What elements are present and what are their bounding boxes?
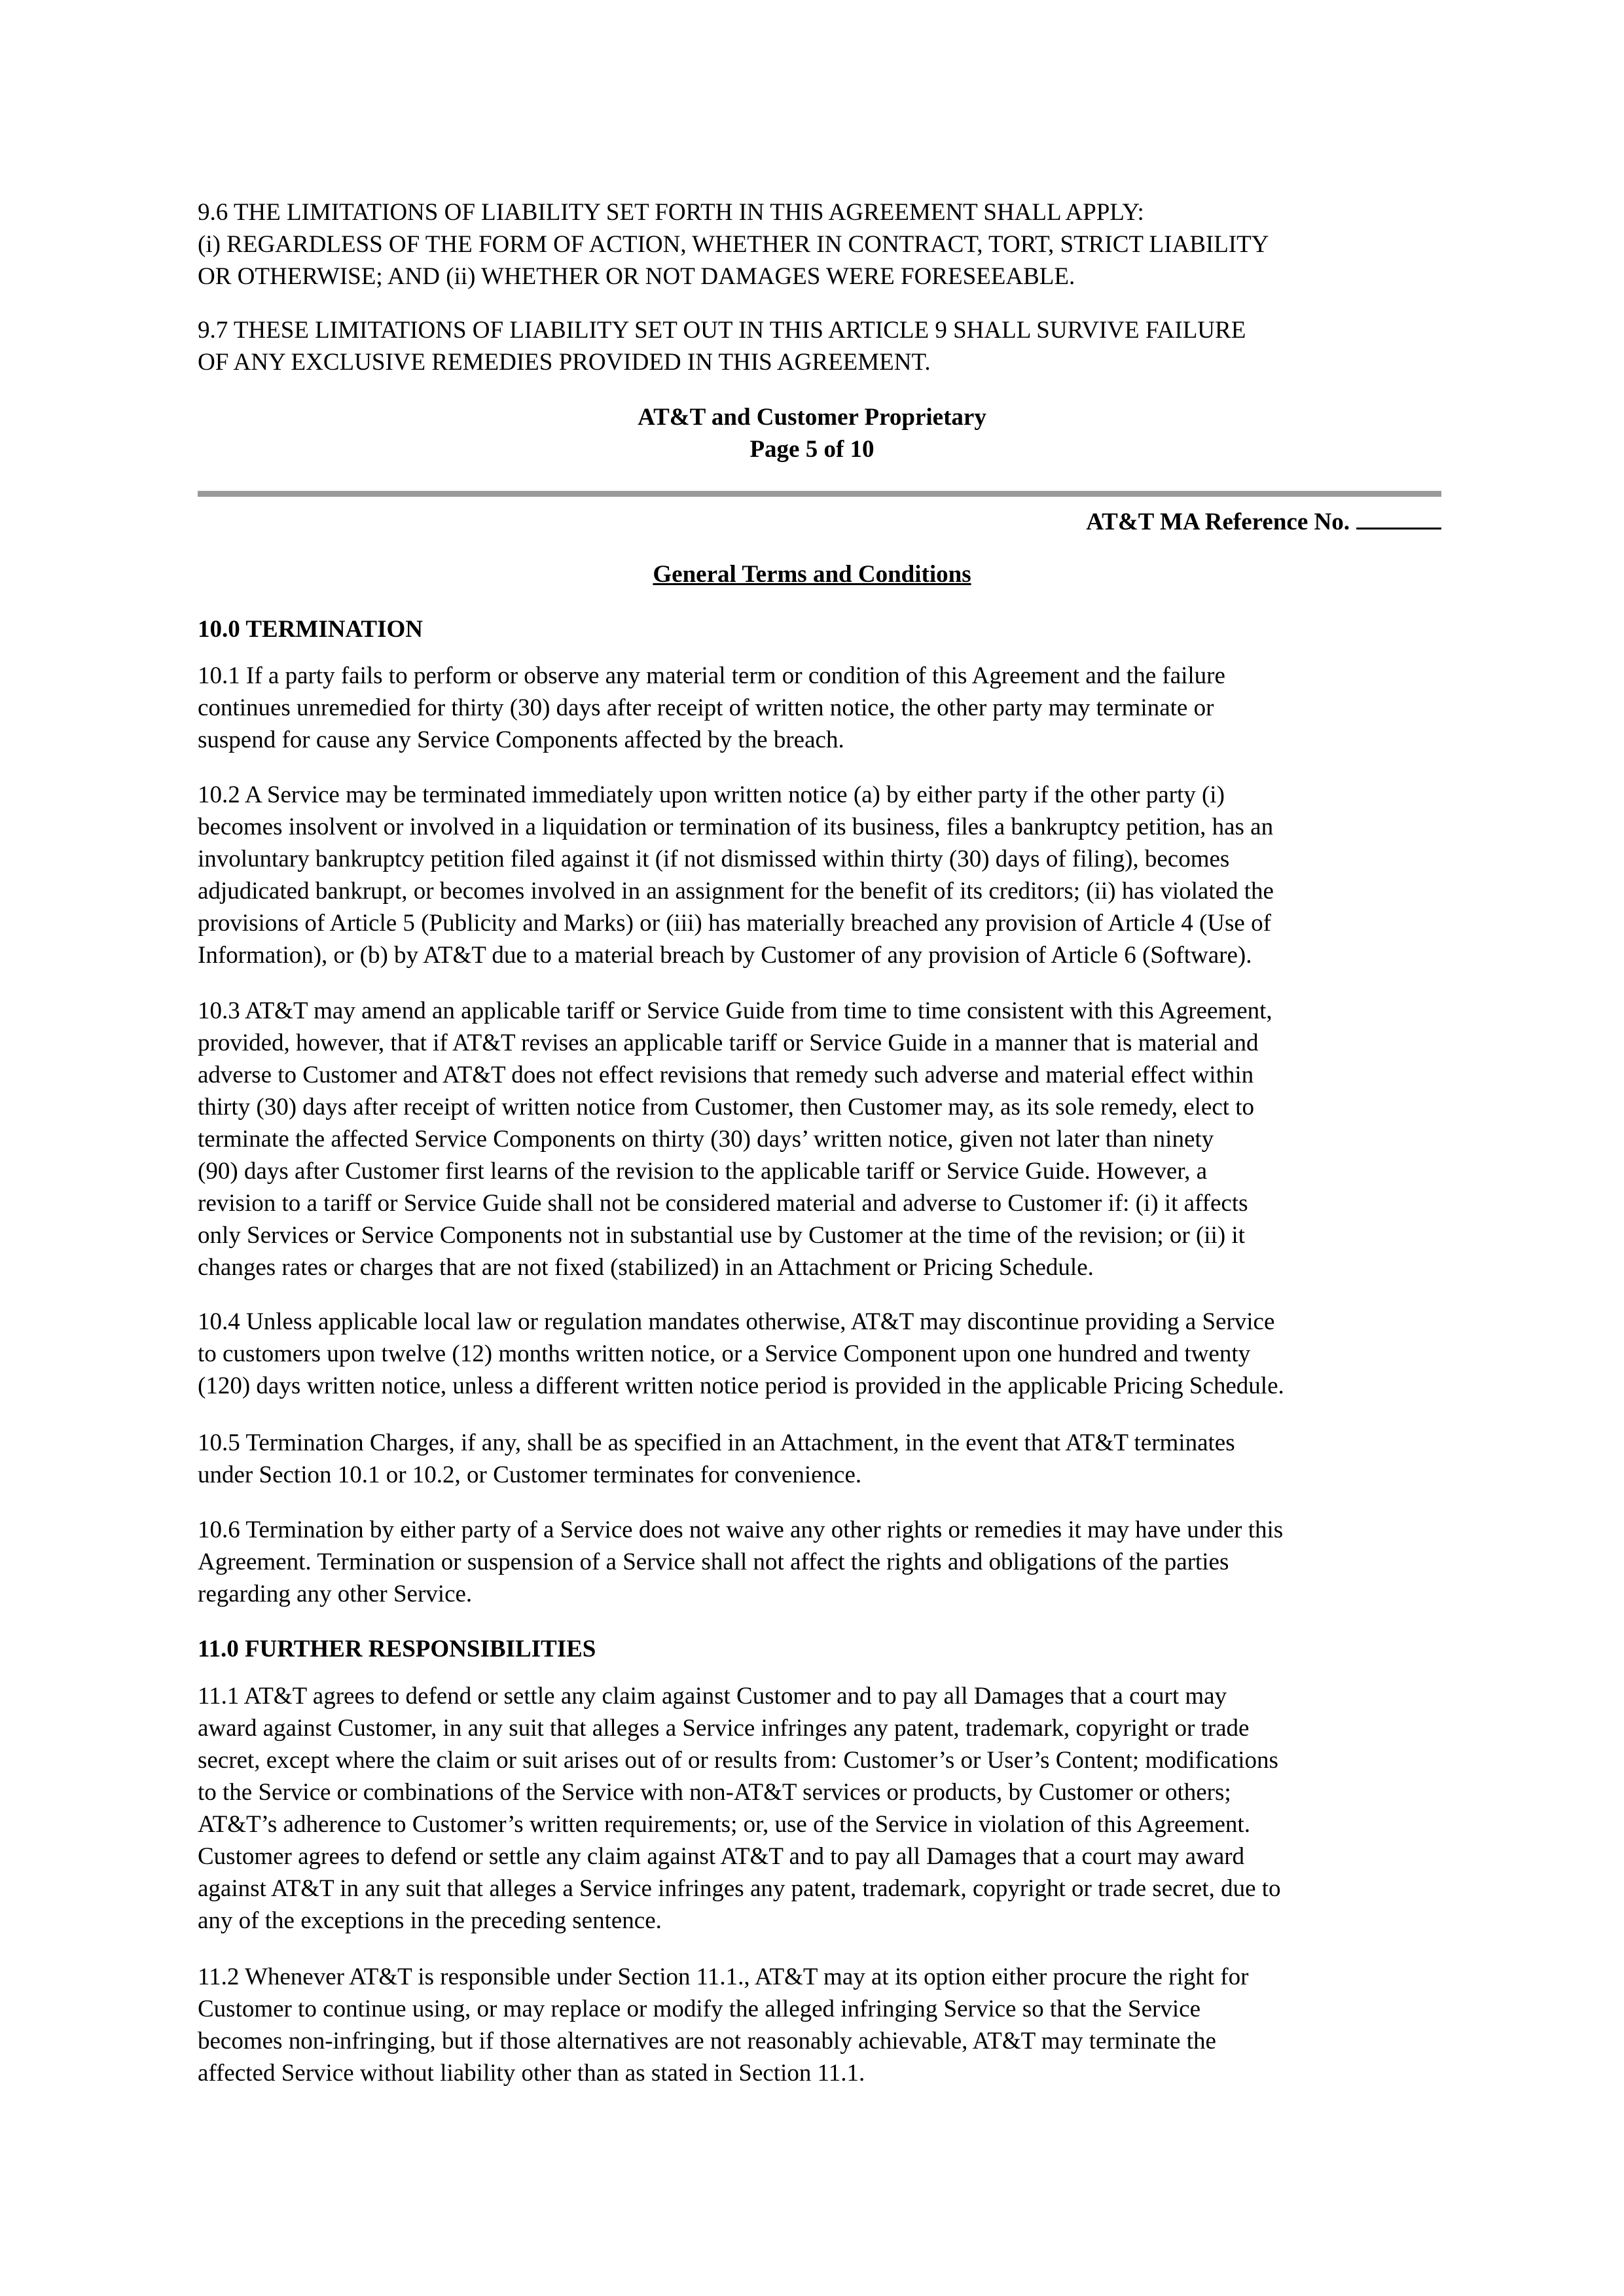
reference-label: AT&T MA Reference No.	[1086, 509, 1350, 535]
proprietary-notice: AT&T and Customer Proprietary	[638, 404, 986, 431]
section-heading-further-responsibilities: 11.0 FURTHER RESPONSIBILITIES	[198, 1636, 596, 1662]
paragraph-10-4: 10.4 Unless applicable local law or regulation mandates otherwise, AT&T may discontinue providing a Service to customers upon twelve (12) months written notice, or a Service Component upon one hundred and twenty (120) days written notice, unless a different written notice period is provided in the applicable Pricing Schedule.	[198, 1308, 1284, 1399]
section-heading-termination: 10.0 TERMINATION	[198, 616, 424, 643]
page-number: Page 5 of 10	[749, 436, 875, 463]
paragraph-10-3: 10.3 AT&T may amend an applicable tariff or Service Guide from time to time consistent with this Agreement, provided, however, that if AT&T revises an applicable tariff or Service Guide in a manner that is material and adverse to Customer and AT&T does not effect revisions that remedy such adverse and material effect within thirty (30) days after receipt of written notice from Customer, then Customer may, as its sole remedy, elect to terminate the affected Service Components on thirty (30) days’ written notice, given not later than ninety (90) days after Customer first learns of the revision to the applicable tariff or Service Guide. However, a revision to a tariff or Service Guide shall not be considered material and adverse to Customer if: (i) it affects only Services or Service Components not in substantial use by Customer at the time of the revision; or (ii) it changes rates or charges that are not fixed (stabilized) in an Attachment or Pricing Schedule.	[198, 997, 1272, 1281]
paragraph-10-6: 10.6 Termination by either party of a Service does not waive any other rights or remedies it may have under this Agreement. Termination or suspension of a Service shall not affect the rights and obligations of the parties regarding any other Service.	[198, 1516, 1284, 1607]
reference-blank	[1356, 505, 1441, 529]
reference-number-line	[198, 505, 1441, 538]
paragraph-9-6: 9.6 THE LIMITATIONS OF LIABILITY SET FORTH IN THIS AGREEMENT SHALL APPLY: (i) REGARDLESS OF THE FORM OF ACTION, WHETHER IN CONTRACT, TORT, STRICT LIABILITY OR OTHERWISE; AND (ii) WHETHER OR NOT DAMAGES WERE FORESEEABLE.	[198, 199, 1269, 290]
paragraph-9-7: 9.7 THESE LIMITATIONS OF LIABILITY SET OUT IN THIS ARTICLE 9 SHALL SURVIVE FAILURE OF ANY EXCLUSIVE REMEDIES PROVIDED IN THIS AGREEMENT.	[198, 317, 1246, 376]
paragraph-11-1: 11.1 AT&T agrees to defend or settle any claim against Customer and to pay all Damages that a court may award against Customer, in any suit that alleges a Service infringes any patent, trademark, copyright or trade secret, except where the claim or suit arises out of or results from: Customer’s or User’s Content; modifications to the Service or combinations of the Service with non-AT&T services or products, by Customer or others; AT&T’s adherence to Customer’s written requirements; or, use of the Service in violation of this Agreement. Customer agrees to defend or settle any claim against AT&T and to pay all Damages that a court may award against AT&T in any suit that alleges a Service infringes any patent, trademark, copyright or trade secret, due to any of the exceptions in the preceding sentence.	[198, 1683, 1281, 1934]
paragraph-11-2: 11.2 Whenever AT&T is responsible under Section 11.1., AT&T may at its option either procure the right for Customer to continue using, or may replace or modify the alleged infringing Service so that the Service becomes non-infringing, but if those alternatives are not reasonably achievable, AT&T may terminate the affected Service without liability other than as stated in Section 11.1.	[198, 1964, 1249, 2087]
paragraph-10-1: 10.1 If a party fails to perform or observe any material term or condition of this Agreement and the failure continues unremedied for thirty (30) days after receipt of written notice, the other party may terminate or suspend for cause any Service Components affected by the breach.	[198, 662, 1225, 753]
paragraph-10-2: 10.2 A Service may be terminated immediately upon written notice (a) by either party if the other party (i) becomes insolvent or involved in a liquidation or termination of its business, files a bankruptcy petition, has an involuntary bankruptcy petition filed against it (if not dismissed within thirty (30) days of filing), becomes adjudicated bankrupt, or becomes involved in an assignment for the benefit of its creditors; (ii) has violated the provisions of Article 5 (Publicity and Marks) or (iii) has materially breached any provision of Article 4 (Use of Information), or (b) by AT&T due to a material breach by Customer of any provision of Article 6 (Software).	[198, 781, 1274, 969]
paragraph-10-5: 10.5 Termination Charges, if any, shall be as specified in an Attachment, in the event that AT&T terminates under Section 10.1 or 10.2, or Customer terminates for convenience.	[198, 1429, 1235, 1488]
document-title: General Terms and Conditions	[653, 561, 971, 588]
page-divider	[198, 491, 1441, 497]
